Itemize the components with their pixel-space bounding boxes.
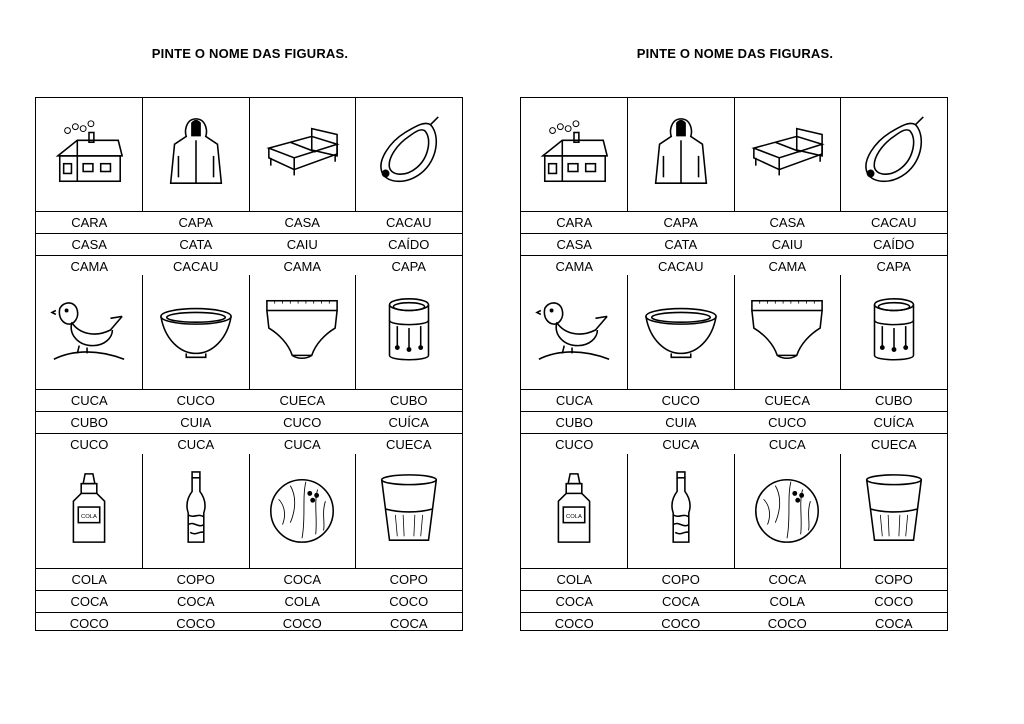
word-option[interactable]: CACAU (172, 259, 219, 274)
bed-icon (263, 113, 341, 196)
word-option[interactable]: COLA (71, 572, 107, 587)
picture-cell (143, 98, 250, 211)
picture-cell (36, 98, 143, 211)
bird-icon (535, 291, 613, 374)
word-option[interactable]: CUECA (870, 437, 917, 452)
word-option[interactable]: CACAU (657, 259, 704, 274)
picture-row (521, 275, 947, 389)
word-option[interactable]: CUCO (768, 415, 807, 430)
word-option[interactable]: CUECA (764, 393, 810, 408)
word-option[interactable]: CUCO (661, 393, 700, 408)
picture-cell (250, 98, 357, 211)
word-option[interactable]: COCO (661, 616, 701, 631)
picture-cell (36, 454, 143, 568)
underwear-icon (748, 291, 826, 374)
word-option[interactable]: CUCA (768, 437, 806, 452)
glue-icon (535, 470, 613, 553)
word-option[interactable]: CAIU (771, 237, 803, 252)
bottle-icon (157, 470, 235, 553)
page-title: PINTE O NOME DAS FIGURAS. (151, 46, 349, 61)
word-option[interactable]: CUÍCA (388, 415, 429, 430)
word-option[interactable]: CATA (664, 237, 698, 252)
word-option[interactable]: COCA (768, 572, 807, 587)
word-option[interactable]: CUCO (70, 437, 109, 452)
word-option[interactable]: COCO (874, 594, 914, 609)
bowl-icon (642, 291, 720, 374)
word-option[interactable]: COCO (767, 616, 807, 631)
glass-icon (855, 470, 933, 553)
word-line (521, 590, 947, 612)
house-icon (50, 113, 128, 196)
word-option[interactable]: COCA (555, 594, 594, 609)
house-icon (535, 113, 613, 196)
picture-cell (521, 98, 628, 211)
glue-icon (50, 470, 128, 553)
word-option[interactable]: CUBO (70, 415, 109, 430)
drum-icon (855, 291, 933, 374)
word-option[interactable]: COLA (556, 572, 592, 587)
word-option[interactable]: CAÍDO (873, 237, 915, 252)
word-option[interactable]: CAPA (391, 259, 426, 274)
picture-cell (841, 454, 947, 568)
word-option[interactable]: CASA (71, 237, 107, 252)
word-line (36, 255, 462, 277)
picture-cell (356, 98, 462, 211)
word-option[interactable]: COCA (661, 594, 700, 609)
word-line (36, 411, 462, 433)
word-option[interactable]: COCA (176, 594, 215, 609)
picture-cell (36, 275, 143, 389)
picture-cell (521, 454, 628, 568)
word-option[interactable]: CUECA (279, 393, 325, 408)
word-option[interactable]: CUIA (665, 415, 697, 430)
word-option[interactable]: CAÍDO (388, 237, 430, 252)
word-line (36, 568, 462, 590)
word-option[interactable]: CAMA (283, 259, 322, 274)
underwear-icon (263, 291, 341, 374)
word-option[interactable]: CUCO (176, 393, 215, 408)
word-option[interactable]: CUCA (662, 437, 700, 452)
jacket-icon (642, 113, 720, 196)
bed-icon (748, 113, 826, 196)
bowl-icon (157, 291, 235, 374)
picture-row (521, 454, 947, 568)
word-option[interactable]: COCA (283, 572, 322, 587)
picture-row (521, 98, 947, 211)
word-option[interactable]: CACAU (870, 215, 917, 230)
picture-row (36, 454, 462, 568)
picture-cell (628, 275, 735, 389)
word-option[interactable]: CAMA (555, 259, 594, 274)
picture-cell (356, 275, 462, 389)
word-line (521, 568, 947, 590)
picture-cell (250, 275, 357, 389)
word-options (36, 211, 462, 277)
glue-label: COLA (565, 513, 582, 520)
word-option[interactable]: COPO (874, 572, 913, 587)
word-line (521, 411, 947, 433)
papaya-icon (855, 113, 933, 196)
word-option[interactable]: COPO (389, 572, 428, 587)
word-line (521, 612, 947, 634)
word-option[interactable]: COCA (874, 616, 913, 631)
picture-cell (356, 454, 462, 568)
word-options (36, 568, 462, 634)
word-option[interactable]: CASA (284, 215, 320, 230)
word-line (521, 389, 947, 411)
word-option[interactable]: CAPA (178, 215, 213, 230)
coconut-icon (748, 470, 826, 553)
picture-cell (735, 454, 842, 568)
word-line (36, 211, 462, 233)
word-option[interactable]: CUBO (555, 415, 594, 430)
picture-cell (735, 98, 842, 211)
word-options (521, 211, 947, 277)
word-options (521, 389, 947, 455)
word-option[interactable]: COCO (282, 616, 322, 631)
drum-icon (370, 291, 448, 374)
picture-cell (250, 454, 357, 568)
word-line (36, 433, 462, 455)
bottle-icon (642, 470, 720, 553)
word-option[interactable]: CAPA (876, 259, 911, 274)
word-option[interactable]: CUBO (874, 393, 913, 408)
picture-cell (841, 275, 947, 389)
jacket-icon (157, 113, 235, 196)
word-line (521, 255, 947, 277)
word-option[interactable]: CUÍCA (873, 415, 914, 430)
picture-cell (521, 275, 628, 389)
word-options (521, 568, 947, 634)
word-option[interactable]: COCO (69, 616, 109, 631)
picture-cell (143, 275, 250, 389)
picture-cell (735, 275, 842, 389)
glue-label: COLA (80, 513, 97, 520)
word-line (521, 233, 947, 255)
word-option[interactable]: CATA (179, 237, 213, 252)
word-option[interactable]: COCO (389, 594, 429, 609)
page-title: PINTE O NOME DAS FIGURAS. (636, 46, 834, 61)
word-option[interactable]: CUCA (70, 393, 108, 408)
word-option[interactable]: COLA (284, 594, 320, 609)
picture-row (36, 98, 462, 211)
word-option[interactable]: CAMA (768, 259, 807, 274)
bird-icon (50, 291, 128, 374)
word-option[interactable]: CARA (71, 215, 108, 230)
word-grid (520, 97, 948, 631)
word-option[interactable]: CUCO (283, 415, 322, 430)
word-option[interactable]: CAMA (70, 259, 109, 274)
word-option[interactable]: CASA (556, 237, 592, 252)
word-option[interactable]: CUCA (283, 437, 321, 452)
word-line (36, 233, 462, 255)
coconut-icon (263, 470, 341, 553)
picture-cell (143, 454, 250, 568)
word-option[interactable]: COCO (176, 616, 216, 631)
word-line (36, 612, 462, 634)
word-line (36, 389, 462, 411)
word-option[interactable]: COPO (661, 572, 700, 587)
picture-cell (841, 98, 947, 211)
word-line (521, 211, 947, 233)
word-option[interactable]: COLA (769, 594, 805, 609)
word-option[interactable]: CUCA (555, 393, 593, 408)
word-option[interactable]: CARA (556, 215, 593, 230)
word-line (36, 590, 462, 612)
word-option[interactable]: CACAU (385, 215, 432, 230)
word-option[interactable]: CUBO (389, 393, 428, 408)
word-option[interactable]: CAPA (663, 215, 698, 230)
word-options (36, 389, 462, 455)
papaya-icon (370, 113, 448, 196)
word-option[interactable]: CUECA (385, 437, 432, 452)
word-line (521, 433, 947, 455)
word-option[interactable]: CUCO (555, 437, 594, 452)
word-option[interactable]: COCO (554, 616, 594, 631)
word-option[interactable]: COPO (176, 572, 215, 587)
picture-cell (628, 98, 735, 211)
word-option[interactable]: CUIA (180, 415, 212, 430)
word-option[interactable]: CASA (769, 215, 805, 230)
picture-row (36, 275, 462, 389)
word-option[interactable]: COCA (389, 616, 428, 631)
glass-icon (370, 470, 448, 553)
picture-cell (628, 454, 735, 568)
word-option[interactable]: CAIU (286, 237, 318, 252)
word-grid (35, 97, 463, 631)
word-option[interactable]: COCA (70, 594, 109, 609)
word-option[interactable]: CUCA (177, 437, 215, 452)
